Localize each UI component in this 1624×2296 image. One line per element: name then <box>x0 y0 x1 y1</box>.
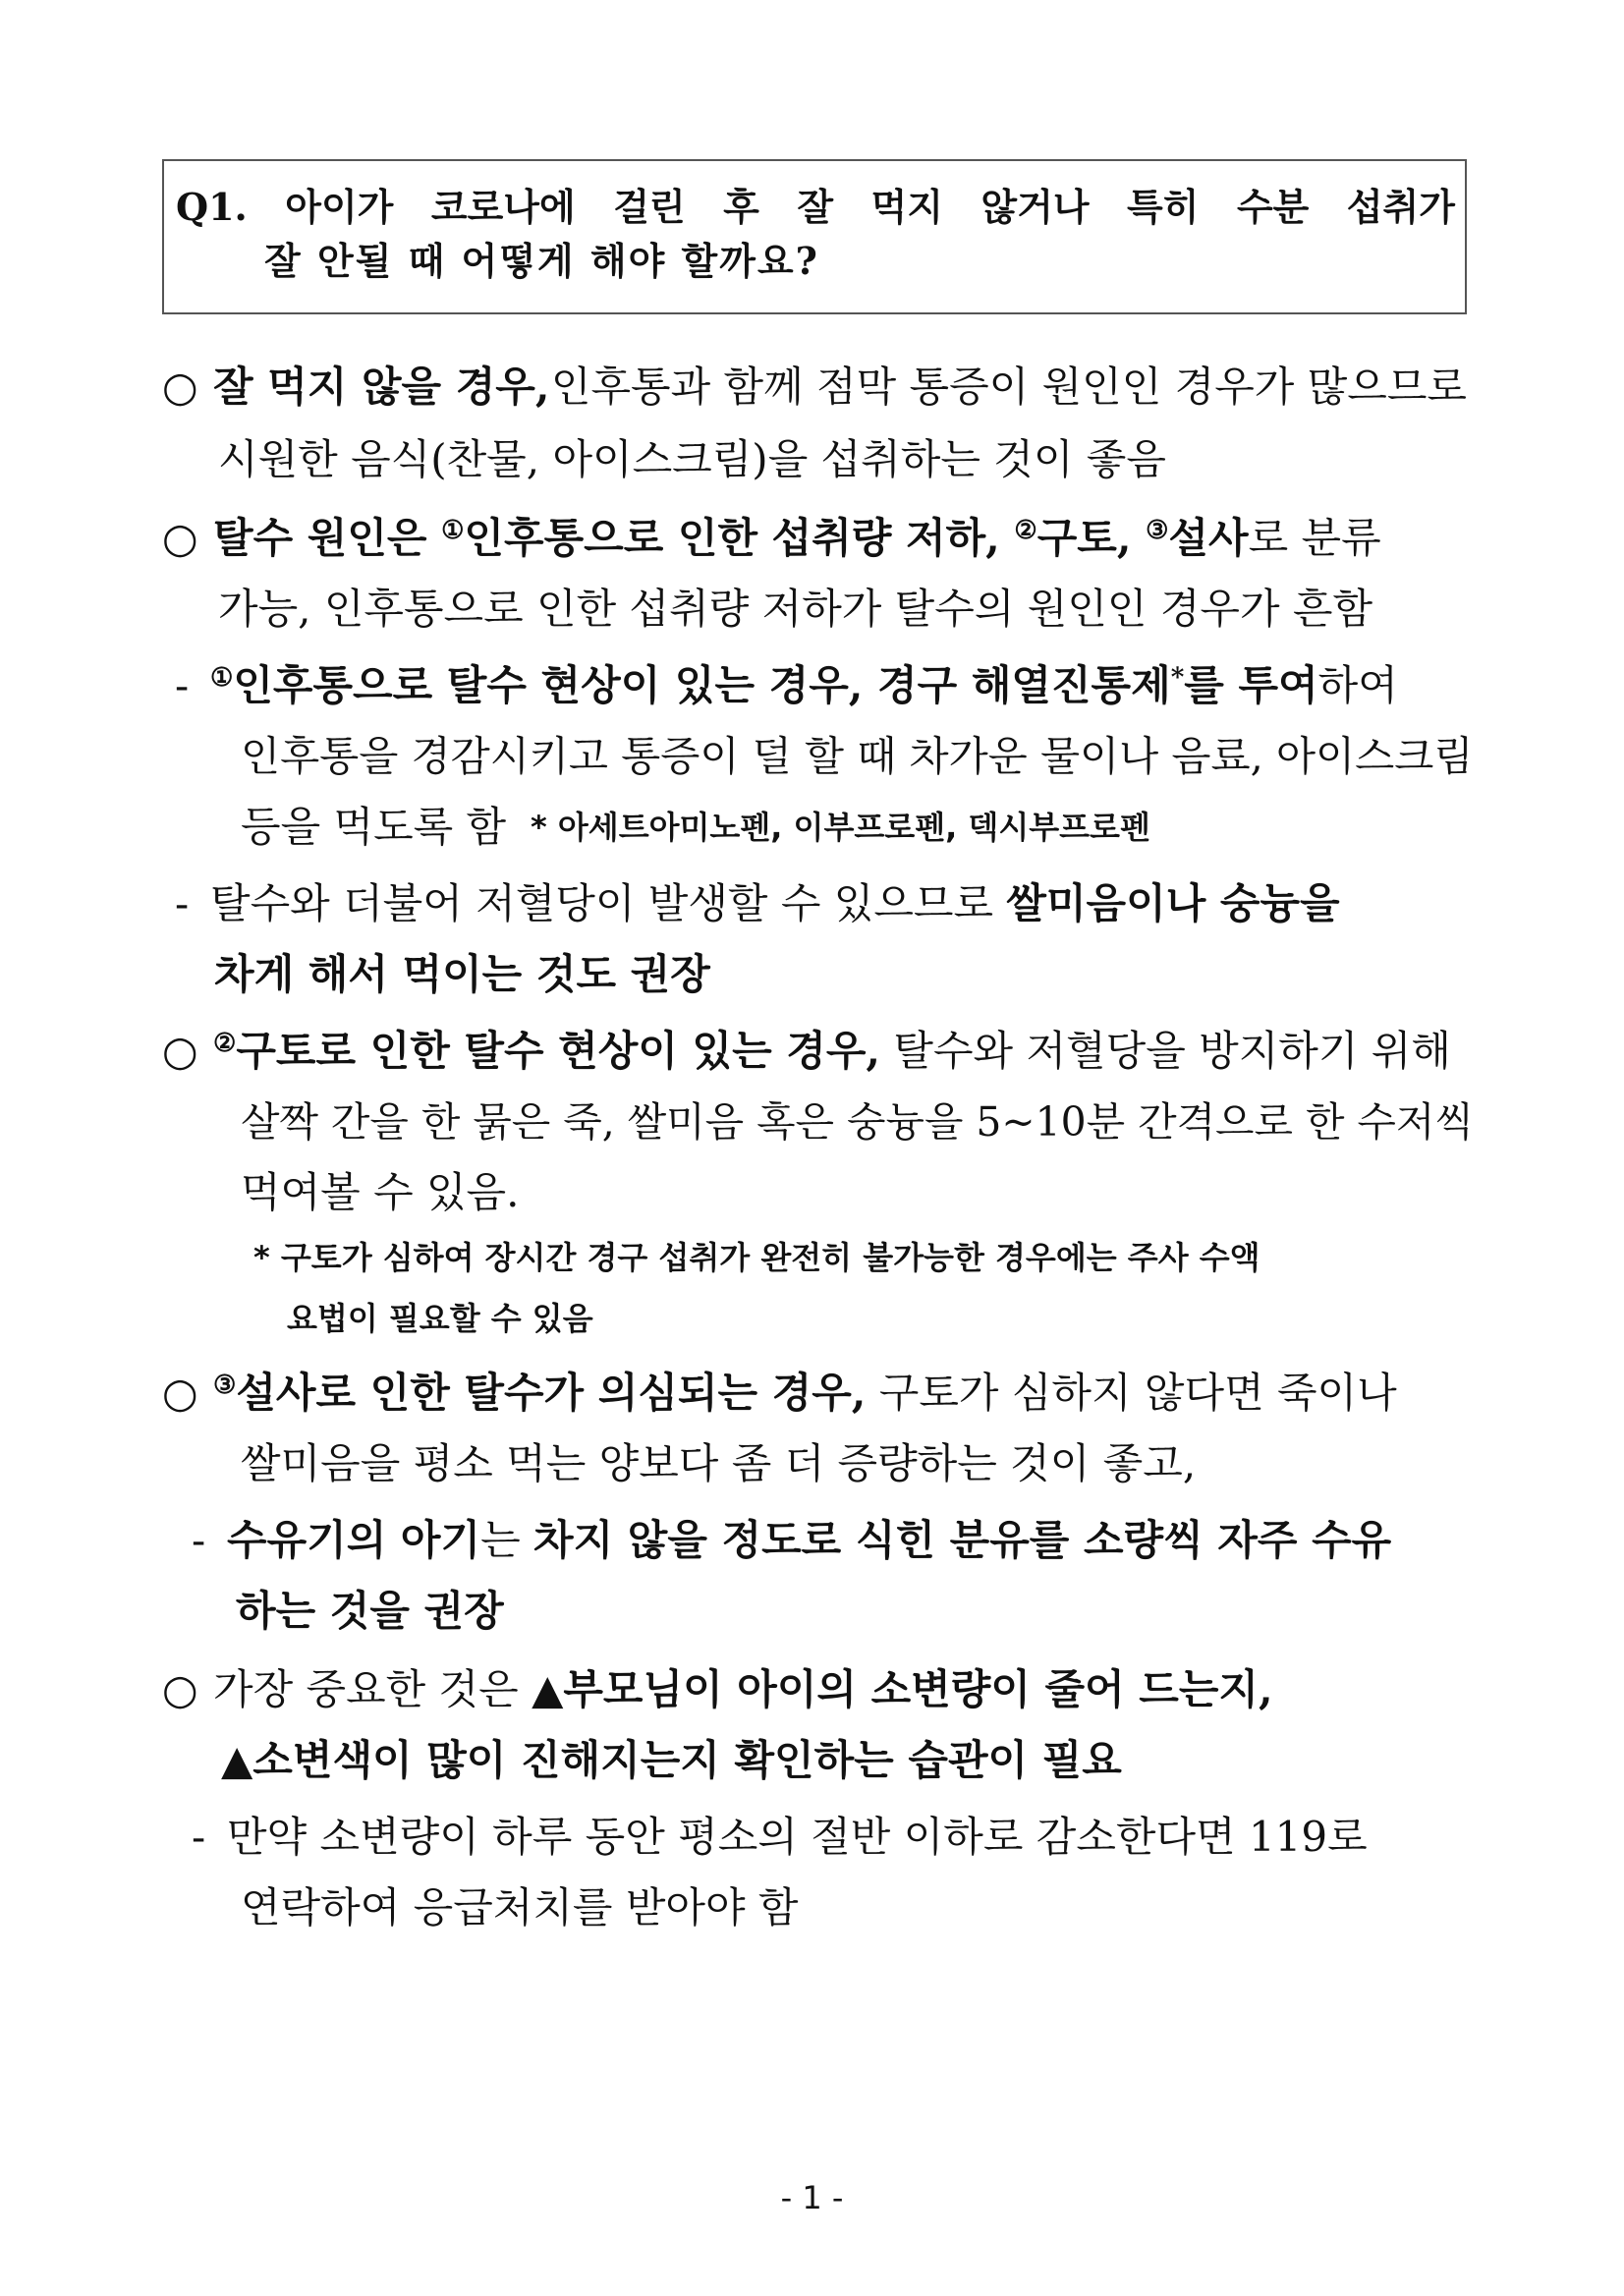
s2-line-1 <box>162 511 1467 566</box>
s9-line-1 <box>192 1810 1368 1865</box>
s5-footnote-line-2: 요법이 필요할 수 있음 <box>287 1300 593 1337</box>
s6-text: 구토가 심하지 않다면 죽이나 <box>866 1369 1397 1417</box>
s9-line-2: 연락하여 응급처치를 받아야 함 <box>241 1883 799 1932</box>
s2-text-d: 설사 <box>1168 514 1249 562</box>
s8-line-2: ▲소변색이 많이 진해지는지 확인하는 습관이 필요 <box>221 1736 1122 1784</box>
s9-text: 만약 소변량이 하루 동안 평소의 절반 이하로 감소한다면 119로 <box>227 1813 1368 1861</box>
dash-marker: - <box>192 1813 206 1861</box>
question-word: 먹지 <box>870 185 943 229</box>
bullet-circle-icon: ○ <box>162 1027 198 1075</box>
s3-line-2: 인후통을 경감시키고 통증이 덜 할 때 차가운 물이나 음료, 아이스크림 <box>241 732 1474 780</box>
circled-2: ② <box>213 1029 237 1058</box>
bullet-circle-icon: ○ <box>162 1665 198 1713</box>
s4-bold: 쌀미음이나 숭늉을 <box>1006 879 1340 927</box>
s8-text: 가장 중요한 것은 <box>213 1665 532 1713</box>
circled-1: ① <box>210 663 234 693</box>
s8-bold: ▲부모님이 아이의 소변량이 줄어 드는지, <box>532 1665 1273 1713</box>
s2-text-a: 탈수 원인은 <box>213 514 442 562</box>
s7-bold-b: 차지 않을 정도로 식힌 분유를 소량씩 자주 수유 <box>533 1516 1392 1564</box>
dash-marker: - <box>175 661 190 709</box>
s3-bold: 인후통으로 탈수 현상이 있는 경우, 경구 해열진통제 <box>233 661 1171 709</box>
s8-line-1 <box>162 1662 1273 1717</box>
s5-line-1 <box>162 1024 1451 1079</box>
s7-text: 는 <box>480 1516 533 1564</box>
circled-2: ② <box>1014 516 1037 545</box>
question-line-2: 잘 안될 때 어떻게 해야 할까요? <box>264 239 819 283</box>
s3-bold-2: 를 투여 <box>1184 661 1318 709</box>
page-number: - 1 - <box>780 2179 844 2216</box>
s3-line-1 <box>175 658 1398 713</box>
footnote-star: * <box>1170 663 1185 693</box>
s7-line-1 <box>192 1513 1391 1568</box>
question-line-1 <box>176 183 1455 232</box>
s5-bold: 구토로 인한 탈수 현상이 있는 경우, <box>236 1027 881 1075</box>
s7-bold-a: 수유기의 아기 <box>227 1516 481 1564</box>
s5-line-3: 먹여볼 수 있음. <box>241 1168 520 1216</box>
s1-text: 인후통과 함께 점막 통증이 원인인 경우가 많으므로 <box>550 363 1467 411</box>
s2-text-e: 로 분류 <box>1248 514 1381 562</box>
s1-line-1 <box>162 360 1467 415</box>
question-word: 코로나에 <box>430 185 576 229</box>
question-word: 아이가 <box>285 185 394 229</box>
s5-line-2: 살짝 간을 한 묽은 죽, 쌀미음 혹은 숭늉을 5~10분 간격으로 한 수저씩 <box>241 1098 1474 1146</box>
question-word: 후 <box>723 185 759 229</box>
s1-line-2: 시원한 음식(찬물, 아이스크림)을 섭취하는 것이 좋음 <box>218 435 1166 483</box>
dash-marker: - <box>175 879 190 927</box>
s3-text: 하여 <box>1317 661 1398 709</box>
s5-footnote-line-1: * 구토가 심하여 장시간 경구 섭취가 완전히 불가능한 경우에는 주사 수액 <box>253 1239 1260 1276</box>
question-word: 않거나 <box>980 185 1090 229</box>
s2-text-b: 인후통으로 인한 섭취량 저하, <box>464 514 1015 562</box>
s4-line-2: 차게 해서 먹이는 것도 권장 <box>214 950 710 998</box>
circled-3: ③ <box>213 1371 237 1400</box>
s2-text-c: 구토, <box>1036 514 1147 562</box>
circled-3: ③ <box>1146 516 1169 545</box>
question-word: 섭취가 <box>1346 185 1455 229</box>
s3-line-3: 등을 먹도록 함 <box>241 803 507 851</box>
s1-bold: 잘 먹지 않을 경우, <box>213 363 550 411</box>
question-word: 걸린 <box>613 185 686 229</box>
dash-marker: - <box>192 1516 206 1564</box>
bullet-circle-icon: ○ <box>162 1369 198 1417</box>
question-word: 수분 <box>1236 185 1310 229</box>
question-number: Q1. <box>176 185 248 229</box>
s6-bold: 설사로 인한 탈수가 의심되는 경우, <box>236 1369 867 1417</box>
s7-line-2: 하는 것을 권장 <box>236 1587 504 1635</box>
s4-line-1 <box>175 876 1340 931</box>
s4-text: 탈수와 더불어 저혈당이 발생할 수 있으므로 <box>210 879 1007 927</box>
question-word: 특히 <box>1127 185 1200 229</box>
s2-line-2: 가능, 인후통으로 인한 섭취량 저하가 탈수의 원인인 경우가 흔함 <box>218 585 1373 633</box>
s6-line-2: 쌀미음을 평소 먹는 양보다 좀 더 증량하는 것이 좋고, <box>241 1439 1197 1487</box>
s5-text: 탈수와 저혈당을 방지하기 위해 <box>880 1027 1451 1075</box>
s3-footnote: * 아세트아미노펜, 이부프로펜, 덱시부프로펜 <box>531 809 1150 846</box>
s6-line-1 <box>162 1366 1397 1421</box>
question-box <box>162 159 1467 314</box>
bullet-circle-icon: ○ <box>162 514 198 562</box>
circled-1: ① <box>441 516 465 545</box>
bullet-circle-icon: ○ <box>162 363 198 411</box>
question-word: 잘 <box>797 185 834 229</box>
